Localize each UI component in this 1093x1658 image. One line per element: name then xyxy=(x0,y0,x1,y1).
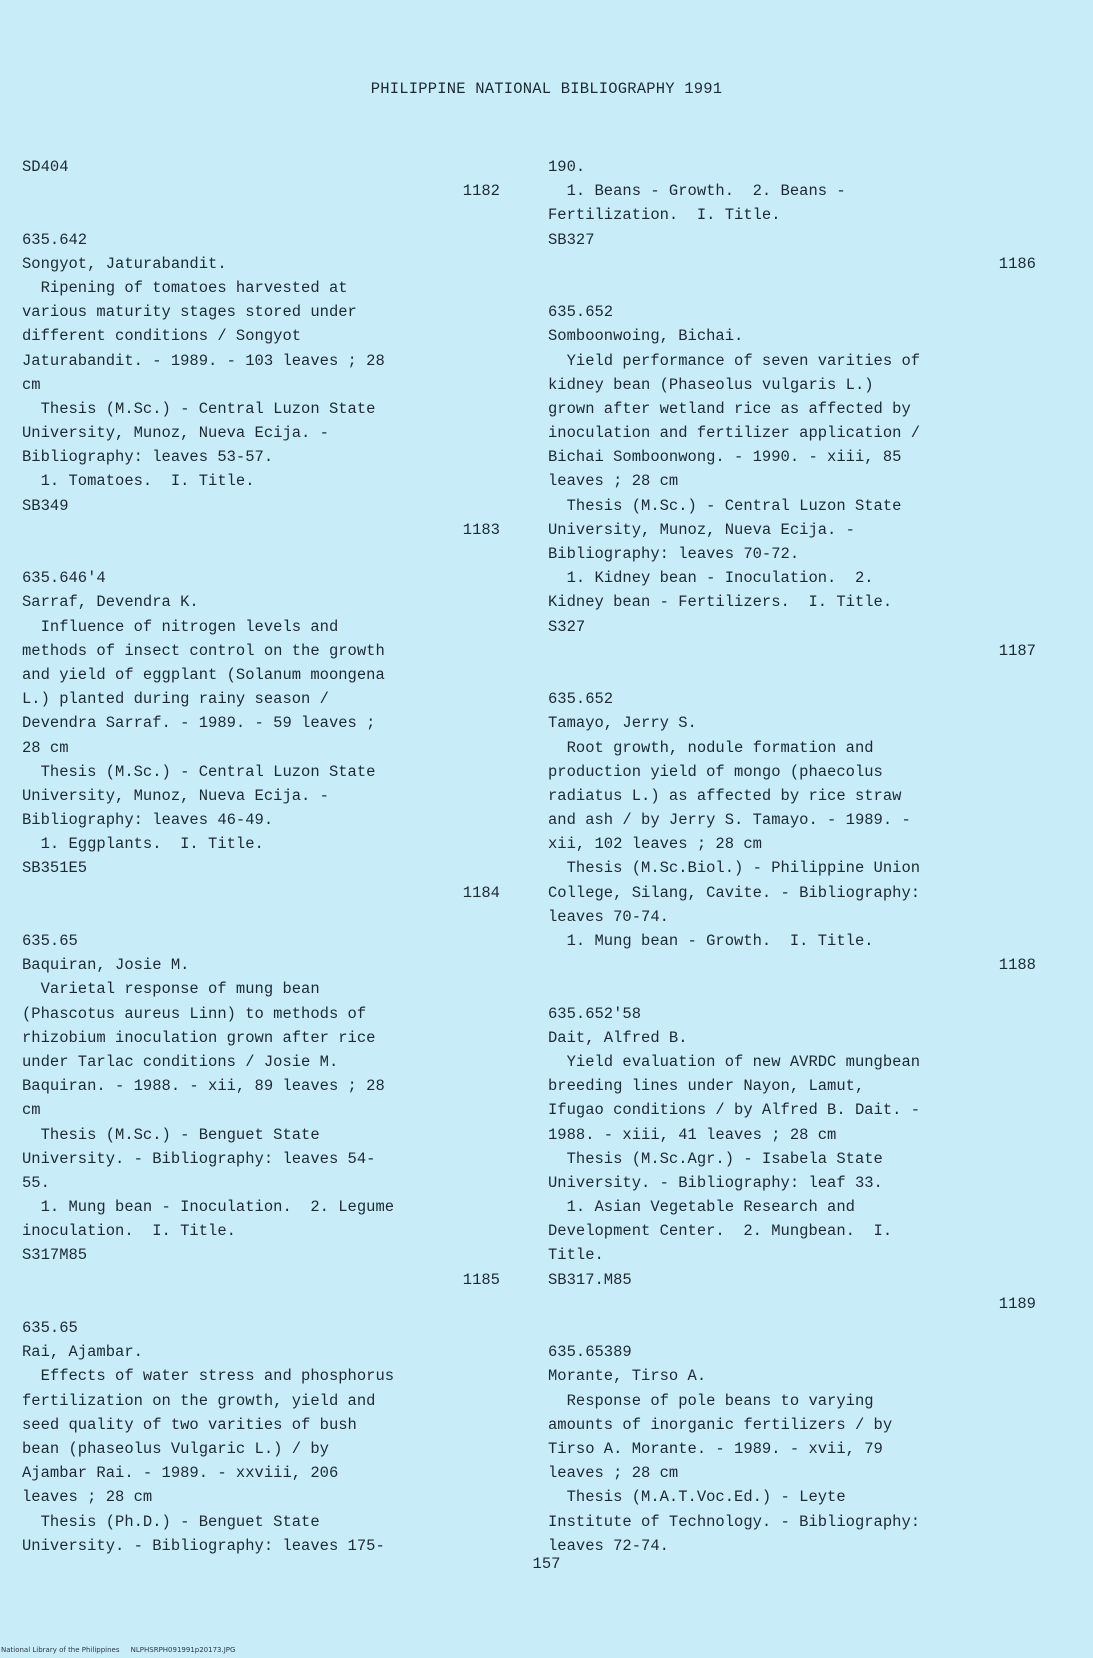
entry-spacer xyxy=(548,977,1036,1001)
record-line: College, Silang, Cavite. - Bibliography: xyxy=(548,883,921,902)
record-line: S327 xyxy=(548,617,586,636)
carry-over-line: Fertilization. I. Title. xyxy=(548,206,781,225)
record-line: Thesis (M.Sc.Biol.) - Philippine Union xyxy=(548,859,921,878)
record-line: methods of insect control on the growth xyxy=(22,641,385,660)
record-author: Morante, Tirso A. xyxy=(548,1367,707,1386)
entry-number: 1187 xyxy=(998,641,1036,660)
record-line: Thesis (M.Sc.Agr.) - Isabela State xyxy=(548,1149,883,1168)
catalog-record xyxy=(22,566,500,880)
record-line: Institute of Technology. - Bibliography: xyxy=(548,1512,921,1531)
record-line: breeding lines under Nayon, Lamut, xyxy=(548,1077,865,1096)
entry-number: 1188 xyxy=(998,956,1036,975)
record-line: leaves ; 28 cm xyxy=(22,1488,153,1507)
entry-spacer xyxy=(548,663,1036,687)
call-number: 635.646'4 xyxy=(22,569,106,588)
catalog-record xyxy=(548,687,1036,953)
entry-spacer xyxy=(22,1292,500,1316)
record-line: Bichai Somboonwong. - 1990. - xiii, 85 xyxy=(548,448,902,467)
page-number: 157 xyxy=(532,1555,561,1573)
entry-spacer xyxy=(22,905,500,929)
footer-library: National Library of the Philippines xyxy=(1,1646,120,1654)
record-line: Bibliography: leaves 70-72. xyxy=(548,545,800,563)
record-line: Ifugao conditions / by Alfred B. Dait. - xyxy=(548,1101,921,1120)
record-author: Sarraf, Devendra K. xyxy=(22,593,199,612)
record-line: Root growth, nodule formation and xyxy=(548,738,874,757)
record-line: leaves ; 28 cm xyxy=(548,472,679,491)
catalog-record xyxy=(548,1340,1036,1558)
record-line: kidney bean (Phaseolus vulgaris L.) xyxy=(548,375,874,394)
left-column xyxy=(22,155,500,1558)
record-line: leaves 72-74. xyxy=(548,1536,669,1555)
record-line: Bibliography: leaves 53-57. xyxy=(22,448,274,467)
record-line: Thesis (M.Sc.) - Central Luzon State xyxy=(548,496,902,515)
record-line: xii, 102 leaves ; 28 cm xyxy=(548,835,762,854)
entry-number: 1185 xyxy=(462,1270,500,1289)
record-line: Thesis (M.A.T.Voc.Ed.) - Leyte xyxy=(548,1488,846,1507)
record-line: seed quality of two varities of bush xyxy=(22,1415,357,1434)
right-column xyxy=(548,155,1036,1558)
record-line: fertilization on the growth, yield and xyxy=(22,1391,376,1410)
catalog-record xyxy=(548,300,1036,639)
record-line: rhizobium inoculation grown after rice xyxy=(22,1028,376,1047)
record-line: University. - Bibliography: leaf 33. xyxy=(548,1173,883,1192)
record-line: 1. Eggplants. I. Title. xyxy=(22,835,264,854)
carry-over-line: 1. Beans - Growth. 2. Beans - xyxy=(548,182,846,201)
call-number: 635.652 xyxy=(548,303,614,322)
record-line: Ripening of tomatoes harvested at xyxy=(22,278,348,297)
record-line: leaves 70-74. xyxy=(548,907,669,926)
entry-number: 1184 xyxy=(462,883,500,902)
record-line: Development Center. 2. Mungbean. I. xyxy=(548,1222,893,1241)
entry-number: 1182 xyxy=(462,182,500,201)
record-line: Jaturabandit. - 1989. - 103 leaves ; 28 xyxy=(22,351,385,370)
record-line: University. - Bibliography: leaves 54- xyxy=(22,1149,376,1168)
record-line: cm xyxy=(22,375,41,394)
footer-file: NLPHSRPH091991p20173.JPG xyxy=(130,1646,236,1654)
record-line: Thesis (M.Sc.) - Benguet State xyxy=(22,1125,320,1144)
scan-footer xyxy=(1,1646,235,1654)
record-author: Baquiran, Josie M. xyxy=(22,956,190,975)
record-line: Yield evaluation of new AVRDC mungbean xyxy=(548,1052,921,1071)
record-line: and ash / by Jerry S. Tamayo. - 1989. - xyxy=(548,811,911,830)
entry-spacer xyxy=(22,203,500,227)
record-line: Devendra Sarraf. - 1989. - 59 leaves ; xyxy=(22,714,376,733)
record-line: Tirso A. Morante. - 1989. - xvii, 79 xyxy=(548,1439,883,1458)
record-line: 28 cm xyxy=(22,738,69,757)
call-number: 635.652 xyxy=(548,690,614,709)
record-line: 1. Mung bean - Inoculation. 2. Legume xyxy=(22,1198,395,1217)
entry-spacer xyxy=(22,542,500,566)
record-line: radiatus L.) as affected by rice straw xyxy=(548,786,902,805)
record-line: inoculation. I. Title. xyxy=(22,1222,236,1241)
record-author: Tamayo, Jerry S. xyxy=(548,714,697,733)
record-line: Response of pole beans to varying xyxy=(548,1391,874,1410)
entry-spacer xyxy=(548,1316,1036,1340)
record-line: Baquiran. - 1988. - xii, 89 leaves ; 28 xyxy=(22,1077,385,1096)
record-line: L.) planted during rainy season / xyxy=(22,690,329,709)
record-line: various maturity stages stored under xyxy=(22,303,357,322)
record-line: bean (phaseolus Vulgaric L.) / by xyxy=(22,1439,329,1458)
catalog-record xyxy=(548,1002,1036,1292)
record-line: leaves ; 28 cm xyxy=(548,1464,679,1483)
record-line: inoculation and fertilizer application / xyxy=(548,424,921,443)
record-line: SB317.M85 xyxy=(548,1270,632,1289)
record-line: Influence of nitrogen levels and xyxy=(22,617,339,636)
catalog-record xyxy=(22,1316,500,1558)
record-line: 1. Kidney bean - Inoculation. 2. xyxy=(548,569,874,588)
call-number: 635.65389 xyxy=(548,1343,632,1362)
record-line: production yield of mongo (phaecolus xyxy=(548,762,883,781)
record-line: University, Munoz, Nueva Ecija. - xyxy=(22,424,329,443)
record-line: 1. Mung bean - Growth. I. Title. xyxy=(548,932,874,950)
call-number: 635.652'58 xyxy=(548,1004,642,1023)
record-line: University, Munoz, Nueva Ecija. - xyxy=(548,520,855,539)
entry-number: 1186 xyxy=(998,254,1036,273)
record-line: Thesis (Ph.D.) - Benguet State xyxy=(22,1512,320,1531)
record-line: SB351E5 xyxy=(22,859,88,878)
entry-number: 1183 xyxy=(462,520,500,539)
record-line: (Phascotus aureus Linn) to methods of xyxy=(22,1004,367,1023)
record-line: Yield performance of seven varities of xyxy=(548,351,921,370)
record-line: 1. Tomatoes. I. Title. xyxy=(22,472,255,491)
carry-over-line: 190. xyxy=(548,158,586,176)
call-number: 635.65 xyxy=(22,1319,78,1337)
record-line: 1988. - xiii, 41 leaves ; 28 cm xyxy=(548,1125,837,1144)
record-line: University, Munoz, Nueva Ecija. - xyxy=(22,786,329,805)
record-line: and yield of eggplant (Solanum moongena xyxy=(22,665,385,684)
record-line: Kidney bean - Fertilizers. I. Title. xyxy=(548,593,893,612)
record-line: Bibliography: leaves 46-49. xyxy=(22,811,274,830)
record-line: Thesis (M.Sc.) - Central Luzon State xyxy=(22,762,376,781)
record-line: 1. Asian Vegetable Research and xyxy=(548,1198,855,1217)
record-line: S317M85 xyxy=(22,1246,88,1265)
record-line: University. - Bibliography: leaves 175- xyxy=(22,1536,385,1555)
record-author: Songyot, Jaturabandit. xyxy=(22,254,227,273)
catalog-record xyxy=(22,228,500,518)
call-number: 635.65 xyxy=(22,932,78,950)
record-line: Thesis (M.Sc.) - Central Luzon State xyxy=(22,399,376,418)
record-line: SB349 xyxy=(22,496,69,515)
record-line: amounts of inorganic fertilizers / by xyxy=(548,1415,893,1434)
record-line: different conditions / Songyot xyxy=(22,327,302,346)
record-line: grown after wetland rice as affected by xyxy=(548,399,911,418)
record-line: Ajambar Rai. - 1989. - xxviii, 206 xyxy=(22,1464,339,1483)
carry-over-line: SD404 xyxy=(22,158,69,176)
record-author: Somboonwoing, Bichai. xyxy=(548,327,744,346)
page-header: PHILIPPINE NATIONAL BIBLIOGRAPHY 1991 xyxy=(370,80,723,98)
record-line: Effects of water stress and phosphorus xyxy=(22,1367,395,1386)
record-line: Varietal response of mung bean xyxy=(22,980,320,999)
record-line: under Tarlac conditions / Josie M. xyxy=(22,1052,339,1071)
entry-spacer xyxy=(548,276,1036,300)
catalog-record xyxy=(22,929,500,1268)
record-author: Rai, Ajambar. xyxy=(22,1343,143,1362)
record-line: 55. xyxy=(22,1173,50,1192)
call-number: 635.642 xyxy=(22,230,88,249)
record-line: Title. xyxy=(548,1246,604,1265)
record-author: Dait, Alfred B. xyxy=(548,1028,688,1047)
carry-over-line: SB327 xyxy=(548,230,595,249)
record-line: cm xyxy=(22,1101,41,1120)
entry-number: 1189 xyxy=(998,1294,1036,1313)
